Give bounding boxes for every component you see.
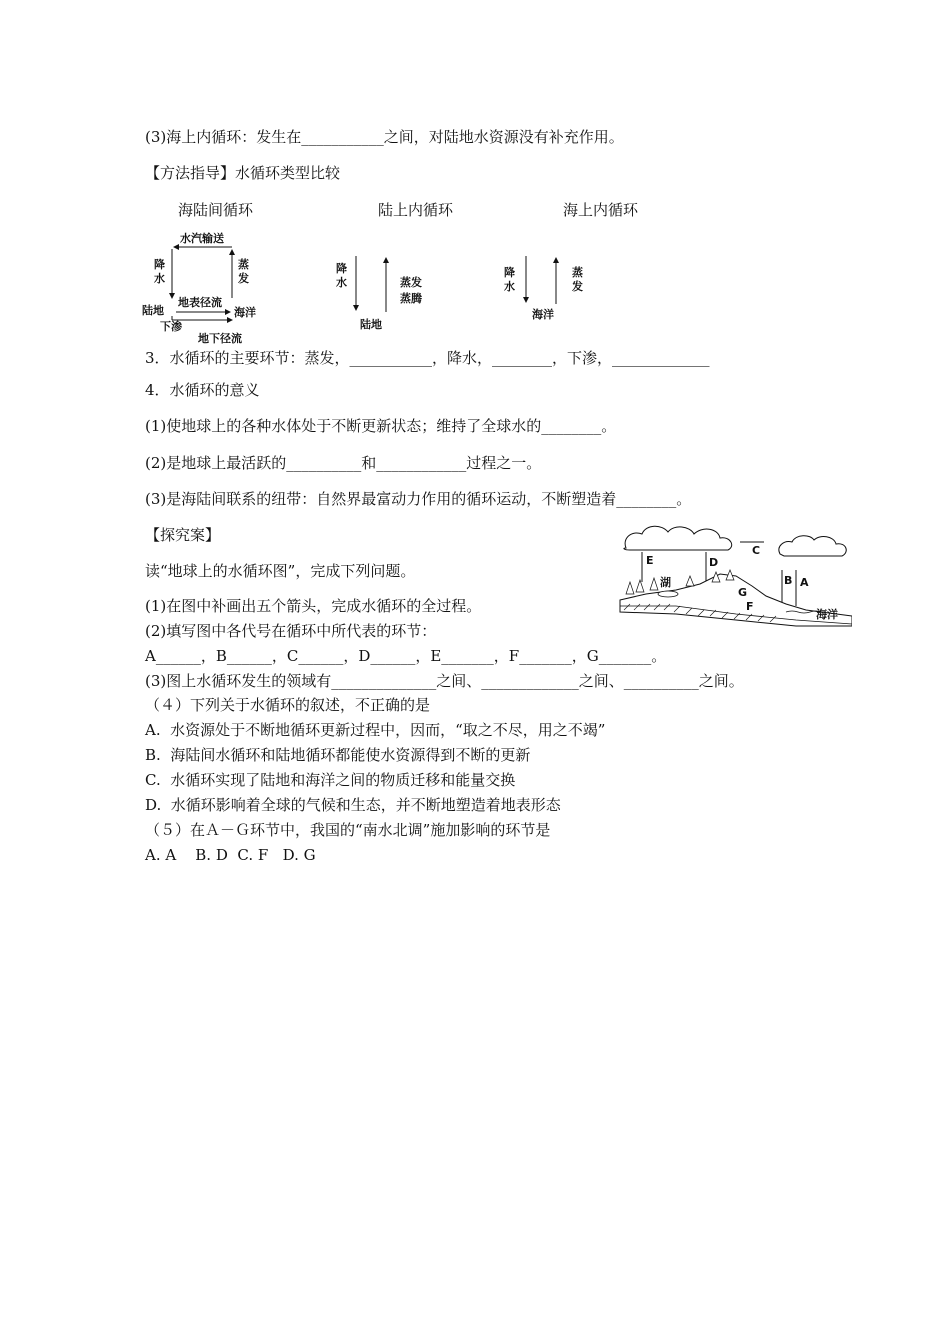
lake-icon [658,591,678,597]
cloud-right-icon [779,536,846,556]
explore-q2-blanks: A______，B______，C______，D______，E_______，F_______，G_______。 [145,647,667,665]
label-G: G [738,586,748,599]
question-3-sea-cycle: (3)海上内循环：发生在___________之间，对陆地水资源没有补充作用。 [145,128,624,146]
significance-3: (3)是海陆间联系的纽带：自然界最富动力作用的循环运动，不断塑造着________。 [145,490,692,508]
heading-sea-cycle: 海上内循环 [563,201,639,219]
heading-land-cycle: 陆上内循环 [378,201,454,219]
method-guide-heading: 【方法指导】水循环类型比较 [145,164,341,182]
heading-sea-land-cycle: 海陆间循环 [178,201,254,219]
option-q4-c: C. 水循环实现了陆地和海洋之间的物质迁移和能量交换 [145,771,516,789]
explore-heading: 【探究案】 [145,526,221,544]
explore-q5: （５）在Ａ－Ｇ环节中，我国的“南水北调”施加影响的环节是 [145,821,551,839]
sea-cycle-diagram [500,254,600,326]
label-sea: 海洋 [816,608,838,621]
explore-intro: 读“地球上的水循环图”，完成下列问题。 [145,562,416,580]
label-ocean: 海洋 [234,306,256,319]
label-evap-2: 发 [572,280,583,293]
label-precip-1: 降 [154,258,165,271]
label-land: 陆地 [142,304,164,317]
significance-1: (1)使地球上的各种水体处于不断更新状态；维持了全球水的________。 [145,417,617,435]
label-F: F [746,600,754,613]
sea-land-cycle-diagram [140,228,270,346]
label-precip-1: 降 [336,262,347,275]
label-evap-1: 蒸 [572,266,583,279]
label-precip-2: 水 [336,276,347,289]
option-q4-a: A. 水资源处于不断地循环更新过程中，因而，“取之不尽，用之不竭” [145,721,606,739]
water-cycle-figure [616,520,852,628]
label-precip-2: 水 [154,272,165,285]
label-E: E [646,554,654,567]
label-land: 陆地 [360,318,382,331]
land-cycle-diagram [330,254,440,334]
label-surface-runoff: 地表径流 [178,296,222,309]
label-precip-2: 水 [504,280,515,293]
option-q4-b: B. 海陆间水循环和陆地循环都能使水资源得到不断的更新 [145,746,531,764]
label-lake: 湖 [660,576,671,589]
explore-q3: (3)图上水循环发生的领域有______________之间、_____________之间、__________之间。 [145,672,744,690]
label-vapor-transport: 水汽输送 [180,232,224,245]
explore-q2: (2)填写图中各代号在循环中所代表的环节： [145,622,437,640]
label-evap-1: 蒸 [238,258,249,271]
label-evap-2: 发 [238,272,249,285]
label-evaporation: 蒸发 [400,276,422,289]
option-q4-d: D. 水循环影响着全球的气候和生态，并不断地塑造着地表形态 [145,796,561,814]
label-B: B [784,574,793,587]
question-3-main-links: 3．水循环的主要环节：蒸发，___________，降水，________，下渗，_____________ [145,349,710,367]
question-4-heading: 4．水循环的意义 [145,381,260,399]
explore-q4: （４）下列关于水循环的叙述，不正确的是 [145,696,431,714]
label-precip-1: 降 [504,266,515,279]
label-C: C [752,544,761,557]
label-groundwater-runoff: 地下径流 [198,332,242,345]
cloud-left-icon [624,526,732,550]
label-A: A [800,576,809,589]
significance-2: (2)是地球上最活跃的__________和____________过程之一。 [145,454,542,472]
options-q5: A. A B. D C. F D. G [145,846,316,864]
label-D: D [709,556,719,569]
label-ocean: 海洋 [532,308,554,321]
explore-q1: (1)在图中补画出五个箭头，完成水循环的全过程。 [145,597,482,615]
label-transpiration: 蒸腾 [400,292,422,305]
label-infiltration: 下渗 [160,320,182,333]
